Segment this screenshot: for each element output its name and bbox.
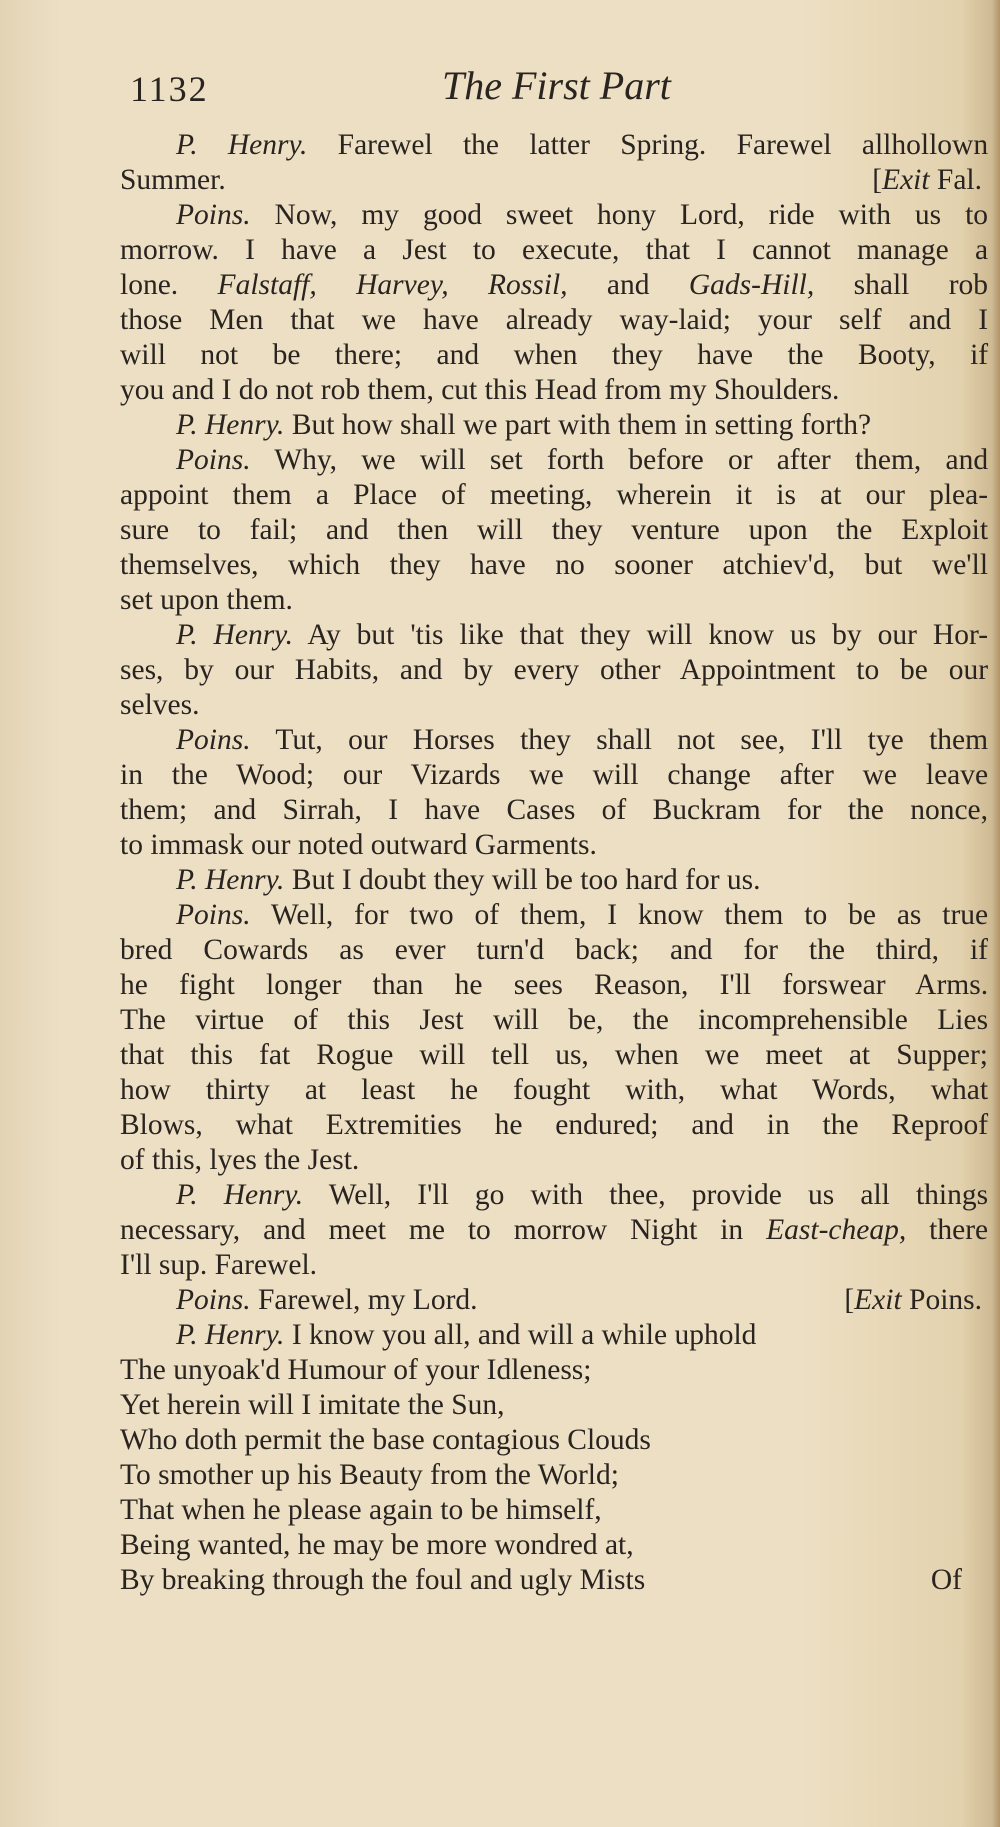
- speaker-name: Poins.: [176, 1284, 251, 1316]
- speaker-name: P. Henry.: [176, 619, 294, 651]
- stage-direction: [Exit Fal.: [872, 164, 982, 196]
- text-line: will not be there; and when they have the Booty, if: [120, 339, 989, 371]
- text-line: sure to fail; and then will they venture upon the Exploit: [120, 514, 989, 546]
- page-number: 1132: [130, 69, 209, 109]
- text-line: selves.: [120, 689, 200, 721]
- speaker-name: Poins.: [176, 199, 251, 231]
- speech: [120, 898, 988, 1178]
- italic-name: East-cheap,: [766, 1214, 907, 1246]
- text-line: necessary, and meet me to morrow Night in East-cheap, there: [120, 1214, 989, 1246]
- text-line: P. Henry. Ay but 'tis like that they will know us by our Hor-: [176, 619, 989, 651]
- verse-line: To smother up his Beauty from the World;: [120, 1459, 619, 1491]
- text-line: Poins. Why, we will set forth before or after them, and: [176, 444, 989, 476]
- text-line: of this, lyes the Jest.: [120, 1144, 360, 1176]
- speaker-name: Poins.: [176, 444, 251, 476]
- text-line: P. Henry. Farewel the latter Spring. Farewel allhollown: [176, 129, 989, 161]
- play-text: [120, 128, 988, 1598]
- text-line: he fight longer than he sees Reason, I'll forswear Arms.: [120, 969, 989, 1001]
- speaker-name: P. Henry.: [176, 864, 285, 896]
- speaker-name: P. Henry.: [176, 409, 285, 441]
- text-line: The virtue of this Jest will be, the incomprehensible Lies: [120, 1004, 989, 1036]
- speech: [120, 128, 988, 198]
- running-title: The First Part: [442, 63, 671, 108]
- speaker-name: P. Henry.: [176, 1319, 285, 1351]
- verse-line: By breaking through the foul and ugly Mists Of: [120, 1563, 988, 1598]
- speaker-name: P. Henry.: [176, 1179, 304, 1211]
- verse-line: Being wanted, he may be more wondred at,: [120, 1529, 634, 1561]
- speaker-name: Poins.: [176, 724, 251, 756]
- text-line: bred Cowards as ever turn'd back; and for the third, if: [120, 934, 988, 966]
- text-line: I'll sup. Farewel.: [120, 1249, 318, 1281]
- italic-name: Harvey,: [356, 269, 449, 301]
- speaker-name: Poins.: [176, 899, 251, 931]
- speech: [120, 443, 988, 618]
- italic-name: Rossil,: [488, 269, 568, 301]
- text-line: Poins. Farewel, my Lord. [Exit Poins.: [120, 1283, 988, 1318]
- text-line: Poins. Tut, our Horses they shall not see, I'll tye them: [176, 724, 989, 756]
- speech: [120, 723, 988, 863]
- text-line: ses, by our Habits, and by every other Appointment to be our: [120, 654, 989, 686]
- verse-line: The unyoak'd Humour of your Idleness;: [120, 1354, 592, 1386]
- text-line: P. Henry. But how shall we part with them in setting forth?: [176, 409, 872, 441]
- text-line: to immask our noted outward Garments.: [120, 829, 597, 861]
- speech: [120, 198, 988, 408]
- verse-line: Yet herein will I imitate the Sun,: [120, 1389, 505, 1421]
- text-line: in the Wood; our Vizards we will change after we leave: [120, 759, 989, 791]
- italic-name: Falstaff,: [217, 269, 317, 301]
- text-line: lone. Falstaff, Harvey, Rossil, and Gads-Hill, shall rob: [120, 269, 989, 301]
- text-line: how thirty at least he fought with, what Words, what: [120, 1074, 989, 1106]
- text-line: Poins. Now, my good sweet hony Lord, ride with us to: [176, 199, 989, 231]
- text-line: those Men that we have already way-laid; your self and I: [120, 304, 989, 336]
- text-line: appoint them a Place of meeting, wherein it is at our plea-: [120, 479, 989, 511]
- text-line: P. Henry. I know you all, and will a while uphold: [176, 1319, 757, 1351]
- text-line: P. Henry. But I doubt they will be too hard for us.: [176, 864, 761, 896]
- speech: [120, 408, 988, 443]
- text-line: P. Henry. Well, I'll go with thee, provide us all things: [176, 1179, 989, 1211]
- text-line: themselves, which they have no sooner atchiev'd, but we'll: [120, 549, 989, 581]
- speech: [120, 1283, 988, 1318]
- text-line: set upon them.: [120, 584, 293, 616]
- text-line: that this fat Rogue will tell us, when we meet at Supper;: [120, 1039, 988, 1071]
- stage-direction: [Exit Poins.: [844, 1284, 982, 1316]
- verse-line: Who doth permit the base contagious Clouds: [120, 1424, 651, 1456]
- text-line: Summer. [Exit Fal.: [120, 163, 988, 198]
- speech: [120, 618, 988, 723]
- speech: [120, 1318, 988, 1353]
- text-line: them; and Sirrah, I have Cases of Buckram for the nonce,: [120, 794, 989, 826]
- speaker-name: P. Henry.: [176, 129, 308, 161]
- italic-name: Gads-Hill,: [688, 269, 815, 301]
- text-line: you and I do not rob them, cut this Head from my Shoulders.: [120, 374, 840, 406]
- speech: [120, 1178, 988, 1283]
- page-header: [130, 58, 980, 118]
- text-line: Poins. Well, for two of them, I know them to be as true: [176, 899, 989, 931]
- text-line: Blows, what Extremities he endured; and in the Reproof: [120, 1109, 989, 1141]
- catchword: Of: [930, 1564, 962, 1596]
- verse-line: That when he please again to be himself,: [120, 1494, 602, 1526]
- text-line: morrow. I have a Jest to execute, that I cannot manage a: [120, 234, 989, 266]
- speech: [120, 863, 988, 898]
